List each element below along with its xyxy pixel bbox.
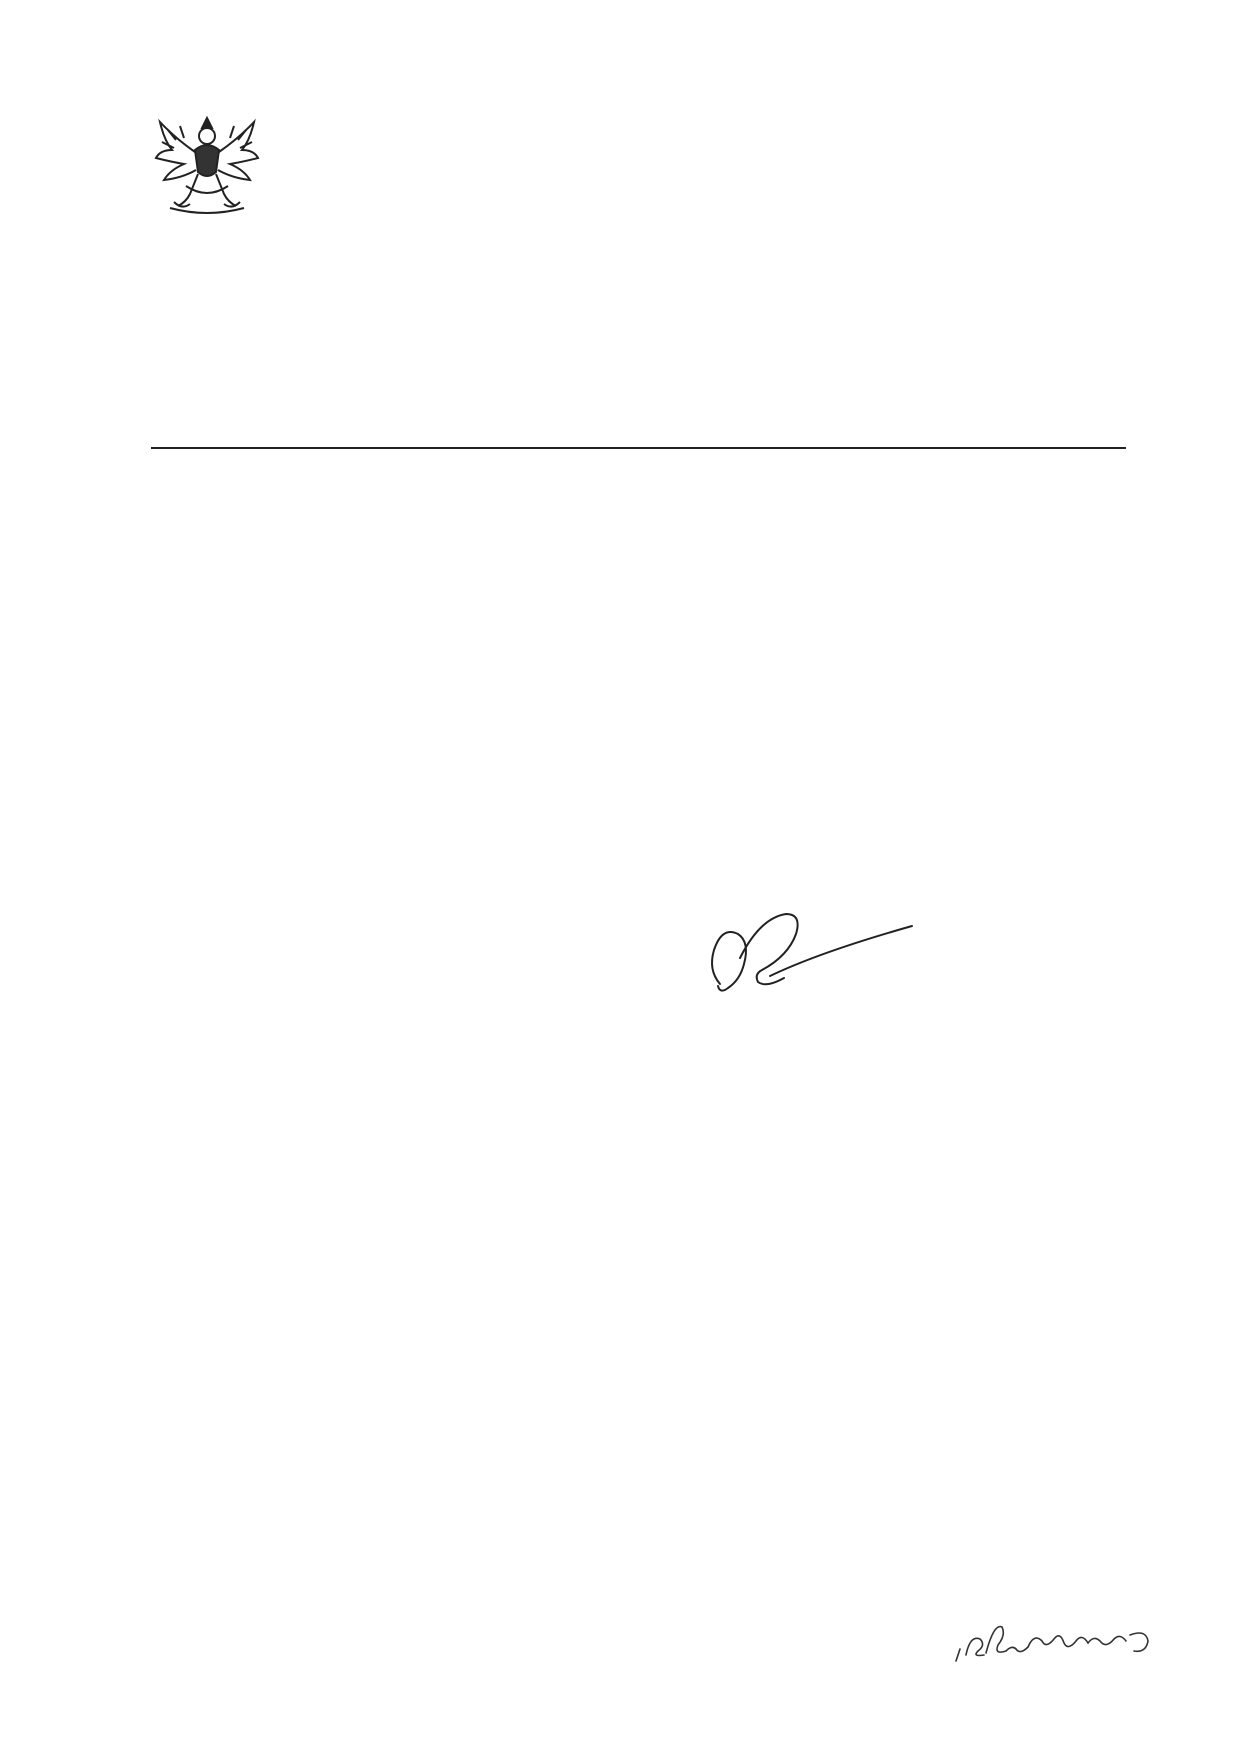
garuda-emblem-icon bbox=[150, 110, 265, 220]
handwritten-signature bbox=[700, 900, 920, 1010]
handwritten-note bbox=[950, 1605, 1160, 1675]
header-divider bbox=[151, 447, 1126, 449]
